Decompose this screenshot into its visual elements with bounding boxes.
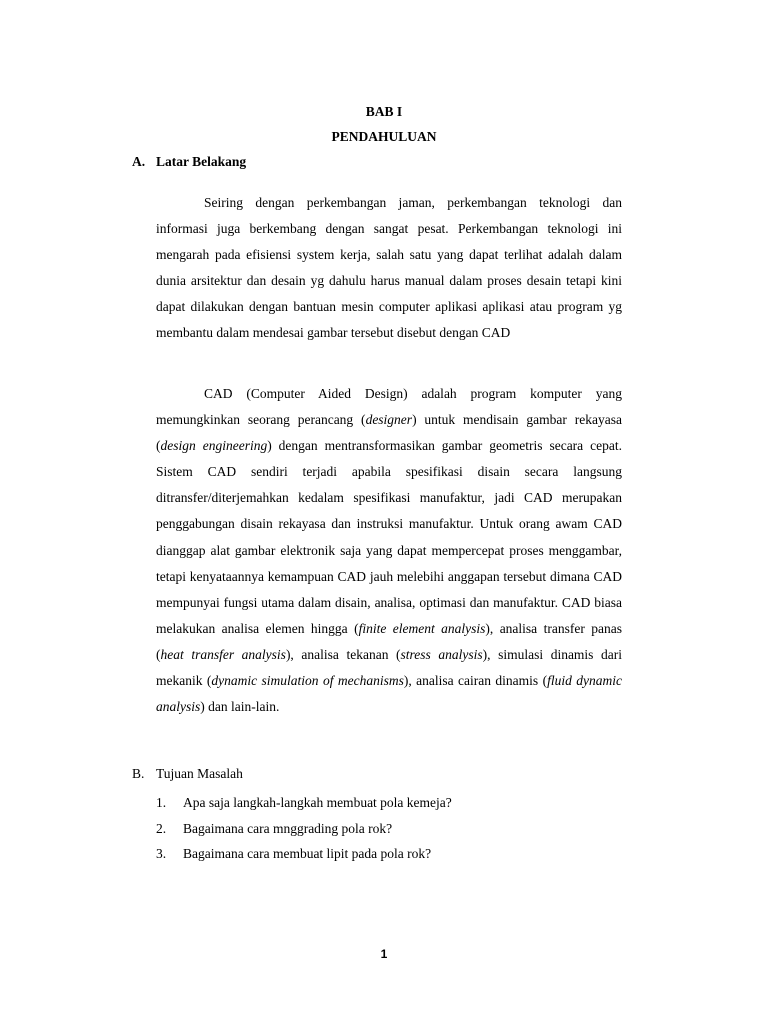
list-item-number: 1. — [156, 795, 167, 810]
background-paragraph-2 — [156, 381, 622, 720]
chapter-title: PENDAHULUAN — [331, 129, 437, 144]
list-item-text: Bagaimana cara mnggrading pola rok? — [183, 820, 393, 836]
section-b-title: Tujuan Masalah — [156, 766, 243, 781]
list-item — [156, 790, 452, 816]
list-item — [156, 841, 452, 867]
list-item-text: Bagaimana cara membuat lipit pada pola rok? — [183, 846, 432, 861]
list-item — [156, 816, 452, 842]
chapter-number: BAB I — [365, 104, 403, 119]
paragraph-2-text: ), analisa tekanan ( — [285, 646, 401, 662]
paragraph-2-text: ) untuk mendisain gambar rekayasa ( — [156, 412, 622, 454]
section-a-title: Latar Belakang — [156, 154, 247, 169]
objectives-list — [156, 790, 452, 867]
section-b-letter: B. — [132, 766, 145, 781]
paragraph-2-text: ), simulasi dinamis dari mekanik ( — [156, 646, 623, 689]
section-a-letter: A. — [132, 154, 146, 169]
paragraph-2-term: design engineering — [160, 438, 268, 454]
paragraph-2-text: CAD (Computer Aided Design) adalah program komputer yang memungkinkan seorang perancang ( — [156, 386, 622, 428]
paragraph-2-text: ), analisa transfer panas ( — [156, 620, 622, 662]
paragraph-2-term: dynamic simulation of mechanisms — [211, 673, 404, 689]
list-item-number: 2. — [156, 820, 167, 836]
paragraph-2-term: fluid dynamic analysis — [156, 673, 622, 715]
section-b-heading — [132, 766, 243, 782]
section-a-heading — [132, 154, 246, 170]
paragraph-2-term: finite element analysis — [358, 620, 486, 636]
paragraph-2-term: designer — [365, 412, 413, 428]
paragraph-2-term: stress analysis — [400, 646, 483, 662]
paragraph-2-text: ), analisa cairan dinamis ( — [403, 673, 548, 689]
background-paragraph-1: Seiring dengan perkembangan jaman, perkembangan teknologi dan informasi juga berkembang dengan sangat pesat. Perkembangan teknologi ini mengarah pada efisiensi system kerja, salah satu yang dapat terlihat adalah dalam dunia arsitektur dan desain yg dahulu harus manual dalam proses desain tetapi kini dapat dilakukan dengan bantuan mesin computer aplikasi aplikasi atau program yg membantu dalam mendesai gambar tersebut disebut dengan CAD — [156, 195, 622, 341]
list-item-text: Apa saja langkah-langkah membuat pola kemeja? — [183, 795, 452, 810]
list-item-number: 3. — [156, 846, 167, 861]
paragraph-2-term: heat transfer analysis — [160, 646, 286, 662]
page-number: 1 — [380, 947, 388, 961]
paragraph-2-text: ) dan lain-lain. — [200, 699, 280, 715]
paragraph-2-text: ) dengan mentransformasikan gambar geometris secara cepat. Sistem CAD sendiri terjadi apabila spesifikasi disain secara langsung ditransfer/diterjemahkan kedalam spesifikasi manufaktur, jadi CAD merupakan penggabungan disain rekayasa dan instruksi manufaktur. Untuk orang awam CAD dianggap alat gambar elektronik saja yang dapat mempercepat proses menggambar, tetapi kenyataannya kemampuan CAD jauh melebihi anggapan tersebut dimana CAD mempunyai fungsi utama dalam disain, analisa, optimasi dan manufaktur. CAD biasa melakukan analisa elemen hingga ( — [156, 438, 622, 636]
